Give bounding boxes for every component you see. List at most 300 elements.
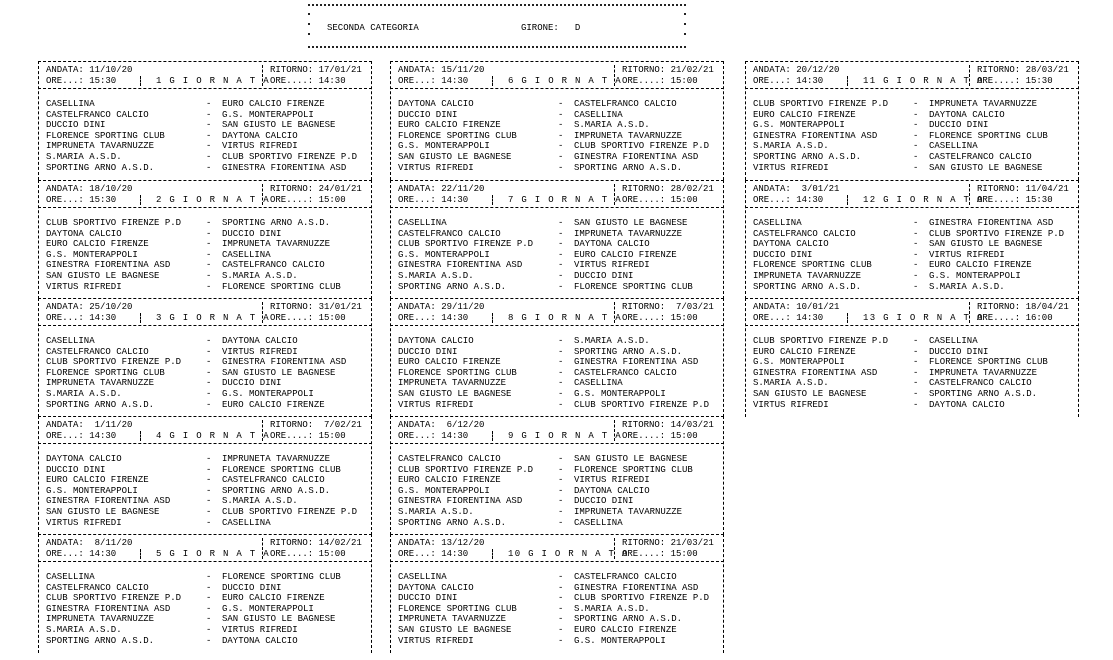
away-team: SAN GIUSTO LE BAGNESE: [929, 239, 1043, 250]
box-border-top: [745, 61, 1079, 62]
home-team: FLORENCE SPORTING CLUB: [753, 260, 872, 271]
match-dash: -: [558, 614, 564, 625]
ritorno-time: ORE....: 15:00: [622, 549, 698, 559]
home-team: CLUB SPORTIVO FIRENZE P.D: [753, 99, 889, 109]
match-row: [753, 250, 1075, 261]
box-separator: [38, 88, 372, 89]
home-team: VIRTUS RIFREDI: [753, 399, 829, 410]
andata-date: ANDATA: 13/12/20: [398, 538, 485, 548]
header-border-left: [307, 9, 311, 43]
ore-divider: [492, 313, 493, 323]
match-dash: -: [206, 228, 212, 239]
home-team: SPORTING ARNO A.S.D.: [753, 151, 862, 162]
match-row: [398, 572, 720, 583]
match-list: [398, 336, 720, 410]
match-row: [398, 250, 720, 261]
andata-date: ANDATA: 25/10/20: [46, 302, 133, 312]
box-border-right: [723, 180, 724, 299]
match-row: [398, 378, 720, 389]
match-dash: -: [913, 260, 919, 271]
away-team: CASELLINA: [574, 378, 623, 389]
box-separator: [38, 561, 372, 562]
category-title: SECONDA CATEGORIA: [327, 23, 419, 33]
home-team: G.S. MONTERAPPOLI: [46, 485, 138, 496]
box-border-right: [371, 416, 372, 535]
home-team: VIRTUS RIFREDI: [753, 162, 829, 173]
round-box: [390, 61, 724, 180]
home-team: CASELLINA: [398, 572, 447, 582]
away-team: DUCCIO DINI: [222, 378, 282, 389]
away-team: GINESTRA FIORENTINA ASD: [222, 162, 347, 173]
away-team: GINESTRA FIORENTINA ASD: [574, 357, 699, 368]
match-dash: -: [913, 270, 919, 281]
match-dash: -: [558, 120, 564, 131]
away-team: FLORENCE SPORTING CLUB: [222, 281, 341, 292]
box-border-left: [38, 180, 39, 299]
match-row: [46, 518, 368, 529]
ore-divider: [847, 76, 848, 86]
ritorno-date: RITORNO: 21/03/21: [622, 538, 714, 548]
match-dash: -: [558, 593, 564, 604]
box-separator: [38, 207, 372, 208]
ritorno-time: ORE....: 15:00: [270, 313, 346, 323]
match-row: [753, 378, 1075, 389]
away-team: FLORENCE SPORTING CLUB: [574, 464, 693, 475]
round-box: [38, 416, 372, 535]
andata-date: ANDATA: 10/01/21: [753, 302, 840, 312]
home-team: DUCCIO DINI: [398, 346, 458, 357]
away-team: CASTELFRANCO CALCIO: [574, 367, 677, 378]
andata-date: ANDATA: 15/11/20: [398, 65, 485, 75]
andata-date: ANDATA: 11/10/20: [46, 65, 133, 75]
match-row: [46, 347, 368, 358]
match-row: [398, 518, 720, 529]
away-team: G.S. MONTERAPPOLI: [222, 109, 314, 120]
match-dash: -: [558, 151, 564, 162]
match-dash: -: [913, 130, 919, 141]
match-row: [753, 271, 1075, 282]
away-team: SPORTING ARNO A.S.D.: [222, 485, 331, 496]
box-border-top: [390, 416, 724, 417]
andata-time: ORE...: 14:30: [753, 76, 824, 86]
home-team: S.MARIA A.S.D.: [46, 388, 122, 399]
home-team: S.MARIA A.S.D.: [398, 270, 474, 281]
match-dash: -: [206, 635, 212, 646]
home-team: DUCCIO DINI: [46, 120, 106, 131]
ore-divider: [140, 76, 141, 86]
away-team: FLORENCE SPORTING CLUB: [222, 464, 341, 475]
ore-divider: [847, 313, 848, 323]
match-dash: -: [558, 378, 564, 389]
box-border-top: [38, 180, 372, 181]
match-dash: -: [206, 572, 212, 582]
home-team: IMPRUNETA TAVARNUZZE: [46, 614, 155, 625]
home-team: IMPRUNETA TAVARNUZZE: [398, 378, 507, 389]
away-team: FLORENCE SPORTING CLUB: [929, 357, 1048, 368]
match-row: [398, 593, 720, 604]
match-row: [46, 357, 368, 368]
match-dash: -: [206, 162, 212, 173]
match-list: [398, 454, 720, 528]
match-dash: -: [558, 582, 564, 593]
away-team: DAYTONA CALCIO: [222, 130, 298, 141]
match-row: [46, 163, 368, 174]
away-team: CASTELFRANCO CALCIO: [574, 99, 677, 109]
box-separator: [745, 325, 1079, 326]
match-row: [753, 99, 1075, 110]
match-row: [46, 141, 368, 152]
round-box: [38, 180, 372, 299]
match-dash: -: [913, 346, 919, 357]
home-team: GINESTRA FIORENTINA ASD: [46, 603, 171, 614]
home-team: IMPRUNETA TAVARNUZZE: [753, 270, 862, 281]
match-dash: -: [206, 624, 212, 635]
andata-time: ORE...: 15:30: [46, 76, 117, 86]
ritorno-time: ORE....: 15:00: [622, 195, 698, 205]
away-team: VIRTUS RIFREDI: [222, 141, 298, 152]
match-row: [753, 131, 1075, 142]
match-dash: -: [206, 99, 212, 109]
match-dash: -: [558, 109, 564, 120]
box-border-right: [371, 61, 372, 180]
round-label: 9 G I O R N A T A: [508, 431, 622, 441]
andata-date: ANDATA: 22/11/20: [398, 184, 485, 194]
match-dash: -: [206, 485, 212, 496]
match-dash: -: [206, 260, 212, 271]
match-row: [753, 163, 1075, 174]
box-border-top: [38, 534, 372, 535]
match-row: [753, 229, 1075, 240]
ritorno-date: RITORNO: 31/01/21: [270, 302, 362, 312]
match-row: [753, 110, 1075, 121]
match-row: [398, 229, 720, 240]
match-row: [46, 614, 368, 625]
match-dash: -: [206, 130, 212, 141]
match-dash: -: [558, 367, 564, 378]
match-list: [753, 99, 1075, 173]
away-team: IMPRUNETA TAVARNUZZE: [929, 367, 1038, 378]
match-row: [398, 496, 720, 507]
andata-date: ANDATA: 29/11/20: [398, 302, 485, 312]
match-dash: -: [913, 109, 919, 120]
match-row: [46, 465, 368, 476]
away-team: EURO CALCIO FIRENZE: [222, 399, 325, 410]
round-box: [745, 298, 1079, 417]
match-list: [398, 99, 720, 173]
home-team: CLUB SPORTIVO FIRENZE P.D: [398, 239, 534, 250]
match-row: [46, 625, 368, 636]
home-team: GINESTRA FIORENTINA ASD: [753, 367, 878, 378]
match-dash: -: [206, 249, 212, 260]
home-team: EURO CALCIO FIRENZE: [398, 357, 501, 368]
match-dash: -: [913, 367, 919, 378]
round-label: 8 G I O R N A T A: [508, 313, 622, 323]
box-border-left: [390, 180, 391, 299]
box-border-left: [745, 61, 746, 180]
away-team: CASTELFRANCO CALCIO: [222, 260, 325, 271]
andata-time: ORE...: 14:30: [46, 431, 117, 441]
away-team: EURO CALCIO FIRENZE: [222, 99, 325, 109]
match-dash: -: [206, 496, 212, 507]
away-team: EURO CALCIO FIRENZE: [929, 260, 1032, 271]
away-team: S.MARIA A.S.D.: [222, 496, 298, 507]
match-dash: -: [206, 357, 212, 368]
match-row: [398, 99, 720, 110]
match-dash: -: [206, 582, 212, 593]
home-team: CASTELFRANCO CALCIO: [753, 228, 856, 239]
away-team: VIRTUS RIFREDI: [574, 260, 650, 271]
match-dash: -: [558, 388, 564, 399]
match-row: [398, 163, 720, 174]
ritorno-time: ORE....: 15:30: [977, 76, 1053, 86]
home-team: S.MARIA A.S.D.: [46, 624, 122, 635]
match-dash: -: [206, 120, 212, 131]
match-dash: -: [206, 454, 212, 464]
match-row: [398, 454, 720, 465]
match-row: [46, 507, 368, 518]
home-team: G.S. MONTERAPPOLI: [46, 249, 138, 260]
home-team: SPORTING ARNO A.S.D.: [46, 162, 155, 173]
away-team: FLORENCE SPORTING CLUB: [222, 572, 341, 582]
home-team: CLUB SPORTIVO FIRENZE P.D: [46, 357, 182, 368]
home-team: G.S. MONTERAPPOLI: [398, 249, 490, 260]
match-row: [753, 400, 1075, 411]
match-dash: -: [206, 593, 212, 604]
match-dash: -: [913, 281, 919, 292]
match-row: [398, 486, 720, 497]
home-team: EURO CALCIO FIRENZE: [398, 475, 501, 486]
home-team: FLORENCE SPORTING CLUB: [46, 367, 165, 378]
away-team: IMPRUNETA TAVARNUZZE: [222, 454, 331, 464]
header-border-top: [307, 3, 687, 7]
match-row: [398, 625, 720, 636]
away-team: GINESTRA FIORENTINA ASD: [222, 357, 347, 368]
match-dash: -: [913, 228, 919, 239]
header-border-bottom: [307, 45, 687, 49]
match-row: [46, 486, 368, 497]
round-label: 13 G I O R N A T A: [863, 313, 984, 323]
away-team: S.MARIA A.S.D.: [574, 603, 650, 614]
ritorno-time: ORE....: 14:30: [270, 76, 346, 86]
match-dash: -: [206, 239, 212, 250]
away-team: EURO CALCIO FIRENZE: [574, 249, 677, 260]
box-border-left: [745, 180, 746, 299]
home-team: G.S. MONTERAPPOLI: [753, 120, 845, 131]
match-row: [46, 218, 368, 229]
home-team: GINESTRA FIORENTINA ASD: [398, 260, 523, 271]
round-box: [390, 534, 724, 653]
away-team: VIRTUS RIFREDI: [222, 624, 298, 635]
match-dash: -: [558, 475, 564, 486]
match-row: [46, 336, 368, 347]
match-row: [398, 507, 720, 518]
match-row: [753, 357, 1075, 368]
match-list: [46, 99, 368, 173]
round-box: [38, 298, 372, 417]
ritorno-date: RITORNO: 7/03/21: [622, 302, 714, 312]
round-label: 1 G I O R N A T A: [156, 76, 270, 86]
ore-divider: [847, 195, 848, 205]
match-row: [398, 368, 720, 379]
round-label: 2 G I O R N A T A: [156, 195, 270, 205]
box-border-top: [390, 298, 724, 299]
round-label: 7 G I O R N A T A: [508, 195, 622, 205]
box-separator: [390, 325, 724, 326]
box-border-right: [723, 61, 724, 180]
ritorno-date: RITORNO: 28/03/21: [977, 65, 1069, 75]
ritorno-date: RITORNO: 18/04/21: [977, 302, 1069, 312]
box-border-top: [745, 180, 1079, 181]
home-team: CASTELFRANCO CALCIO: [46, 346, 149, 357]
match-dash: -: [558, 336, 564, 346]
match-list: [46, 336, 368, 410]
away-team: CASELLINA: [929, 336, 978, 346]
home-team: DAYTONA CALCIO: [753, 239, 829, 250]
match-dash: -: [206, 141, 212, 152]
home-team: SPORTING ARNO A.S.D.: [46, 399, 155, 410]
away-team: SPORTING ARNO A.S.D.: [574, 162, 683, 173]
match-row: [398, 131, 720, 142]
away-team: CASTELFRANCO CALCIO: [574, 572, 677, 582]
match-row: [46, 152, 368, 163]
ritorno-date: RITORNO: 14/02/21: [270, 538, 362, 548]
ritorno-date: RITORNO: 28/02/21: [622, 184, 714, 194]
header-border-right: [683, 9, 687, 43]
match-dash: -: [558, 260, 564, 271]
andata-time: ORE...: 14:30: [398, 431, 469, 441]
box-border-left: [38, 61, 39, 180]
home-team: VIRTUS RIFREDI: [46, 517, 122, 528]
box-border-right: [723, 298, 724, 417]
away-team: IMPRUNETA TAVARNUZZE: [929, 99, 1038, 109]
andata-time: ORE...: 14:30: [46, 313, 117, 323]
ore-divider: [140, 195, 141, 205]
home-team: GINESTRA FIORENTINA ASD: [46, 260, 171, 271]
home-team: EURO CALCIO FIRENZE: [46, 475, 149, 486]
away-team: EURO CALCIO FIRENZE: [574, 624, 677, 635]
away-team: CLUB SPORTIVO FIRENZE P.D: [222, 151, 358, 162]
match-dash: -: [558, 162, 564, 173]
home-team: VIRTUS RIFREDI: [398, 399, 474, 410]
andata-date: ANDATA: 20/12/20: [753, 65, 840, 75]
match-row: [46, 636, 368, 647]
box-separator: [390, 88, 724, 89]
match-dash: -: [558, 281, 564, 292]
ritorno-time: ORE....: 15:00: [270, 195, 346, 205]
match-list: [398, 218, 720, 292]
box-separator: [745, 207, 1079, 208]
match-dash: -: [913, 120, 919, 131]
away-team: SAN GIUSTO LE BAGNESE: [574, 218, 688, 228]
andata-time: ORE...: 15:30: [46, 195, 117, 205]
match-dash: -: [558, 454, 564, 464]
away-team: CASELLINA: [929, 141, 978, 152]
home-team: FLORENCE SPORTING CLUB: [398, 130, 517, 141]
box-border-left: [38, 416, 39, 535]
home-team: SPORTING ARNO A.S.D.: [753, 281, 862, 292]
ritorno-date: RITORNO: 14/03/21: [622, 420, 714, 430]
match-dash: -: [206, 517, 212, 528]
match-dash: -: [913, 249, 919, 260]
match-row: [398, 614, 720, 625]
home-team: CASTELFRANCO CALCIO: [398, 454, 501, 464]
match-dash: -: [558, 218, 564, 228]
home-team: CASTELFRANCO CALCIO: [46, 109, 149, 120]
away-team: S.MARIA A.S.D.: [574, 120, 650, 131]
box-border-top: [390, 61, 724, 62]
round-box: [390, 180, 724, 299]
home-team: SAN GIUSTO LE BAGNESE: [398, 624, 512, 635]
home-team: GINESTRA FIORENTINA ASD: [398, 496, 523, 507]
box-border-left: [38, 298, 39, 417]
round-box: [38, 534, 372, 653]
away-team: SAN GIUSTO LE BAGNESE: [574, 454, 688, 464]
match-row: [46, 378, 368, 389]
match-dash: -: [558, 603, 564, 614]
away-team: EURO CALCIO FIRENZE: [222, 593, 325, 604]
away-team: SPORTING ARNO A.S.D.: [222, 218, 331, 228]
match-row: [46, 131, 368, 142]
ritorno-date: RITORNO: 7/02/21: [270, 420, 362, 430]
schedule-header: [307, 3, 687, 49]
home-team: IMPRUNETA TAVARNUZZE: [398, 614, 507, 625]
girone-label-text: GIRONE:: [521, 23, 559, 33]
round-label: 6 G I O R N A T A: [508, 76, 622, 86]
ritorno-time: ORE....: 15:30: [977, 195, 1053, 205]
home-team: CASELLINA: [46, 336, 95, 346]
away-team: IMPRUNETA TAVARNUZZE: [574, 506, 683, 517]
home-team: FLORENCE SPORTING CLUB: [398, 367, 517, 378]
match-dash: -: [206, 378, 212, 389]
home-team: DUCCIO DINI: [398, 109, 458, 120]
match-row: [398, 604, 720, 615]
away-team: G.S. MONTERAPPOLI: [929, 270, 1021, 281]
box-separator: [745, 88, 1079, 89]
match-dash: -: [206, 109, 212, 120]
match-dash: -: [558, 624, 564, 635]
match-row: [753, 152, 1075, 163]
ritorno-date: RITORNO: 17/01/21: [270, 65, 362, 75]
away-team: CASELLINA: [222, 517, 271, 528]
match-row: [753, 120, 1075, 131]
match-dash: -: [913, 162, 919, 173]
round-box: [390, 416, 724, 535]
andata-time: ORE...: 14:30: [398, 76, 469, 86]
match-dash: -: [206, 464, 212, 475]
match-dash: -: [206, 506, 212, 517]
home-team: CASTELFRANCO CALCIO: [46, 582, 149, 593]
home-team: CASELLINA: [46, 99, 95, 109]
match-row: [46, 400, 368, 411]
match-row: [398, 260, 720, 271]
match-dash: -: [913, 388, 919, 399]
match-dash: -: [558, 99, 564, 109]
home-team: CLUB SPORTIVO FIRENZE P.D: [46, 218, 182, 228]
match-dash: -: [558, 130, 564, 141]
away-team: SAN GIUSTO LE BAGNESE: [222, 120, 336, 131]
match-row: [398, 218, 720, 229]
round-label: 3 G I O R N A T A: [156, 313, 270, 323]
match-dash: -: [913, 141, 919, 152]
box-border-right: [371, 298, 372, 417]
home-team: S.MARIA A.S.D.: [753, 378, 829, 389]
match-dash: -: [913, 99, 919, 109]
away-team: CLUB SPORTIVO FIRENZE P.D: [574, 593, 710, 604]
box-separator: [390, 207, 724, 208]
away-team: DAYTONA CALCIO: [574, 485, 650, 496]
match-dash: -: [206, 603, 212, 614]
away-team: GINESTRA FIORENTINA ASD: [574, 151, 699, 162]
